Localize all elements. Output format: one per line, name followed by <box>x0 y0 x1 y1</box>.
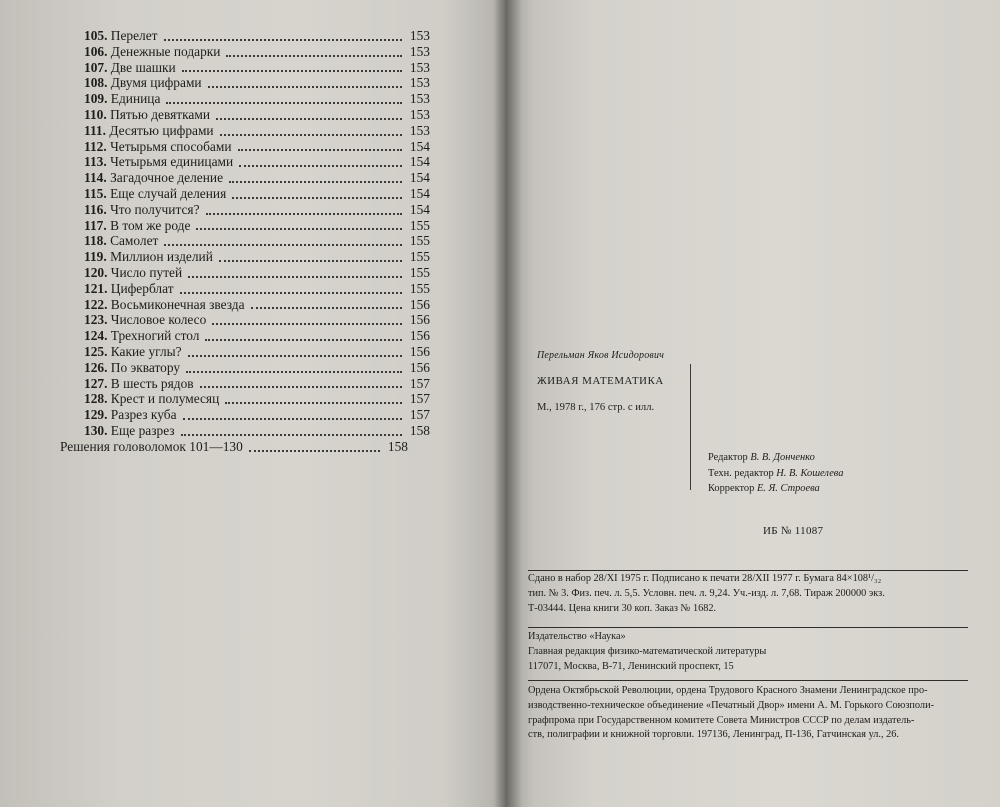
rule-bottom <box>528 680 968 681</box>
editorial-credits <box>708 450 843 497</box>
toc-entry-title <box>84 312 206 328</box>
toc-entry-title <box>84 233 158 249</box>
toc-entry <box>60 154 430 170</box>
toc-entry <box>60 139 430 155</box>
toc-entry <box>60 265 430 281</box>
toc-entry <box>60 391 430 407</box>
toc-entry-number: 121. <box>84 280 108 296</box>
toc-entry-number: 114. <box>84 170 107 186</box>
toc-page-number: 154 <box>409 154 430 170</box>
toc-entry-title <box>84 91 160 107</box>
toc-leader-dots <box>205 328 402 344</box>
toc-entry <box>60 202 430 218</box>
publisher-line: 117071, Москва, В-71, Ленинский проспект, 15 <box>528 660 734 672</box>
toc-entry-title <box>84 123 214 139</box>
toc-entry-number: 130. <box>84 422 108 438</box>
toc-entry <box>60 249 430 265</box>
toc-entry <box>60 107 430 123</box>
toc-page-number: 156 <box>409 312 430 328</box>
toc-entry-title <box>84 75 202 91</box>
toc-leader-dots <box>216 107 402 123</box>
toc-entry-number: 110. <box>84 106 107 122</box>
toc-entry-title <box>84 328 199 344</box>
toc-entry-text: Что получится? <box>110 201 200 217</box>
toc-entry-title <box>84 391 219 407</box>
toc-entry-text: Число путей <box>110 264 183 280</box>
toc-entry-number: 119. <box>84 249 107 265</box>
toc-entry-title <box>84 60 176 76</box>
toc-entry <box>60 218 430 234</box>
toc-entry <box>60 186 430 202</box>
toc-leader-dots <box>239 154 402 170</box>
toc-leader-dots <box>238 139 402 155</box>
toc-entry-title <box>84 360 180 376</box>
toc-entry <box>60 297 430 313</box>
toc-entry <box>60 233 430 249</box>
toc-page-number: 154 <box>409 201 430 217</box>
toc-entry <box>60 360 430 376</box>
toc-page-number: 153 <box>409 28 430 43</box>
toc-leader-dots <box>181 423 402 439</box>
toc-entry-text: Две шашки <box>110 59 176 75</box>
toc-leader-dots <box>188 344 402 360</box>
toc-leader-dots <box>220 123 402 139</box>
toc-entry-text: Трехногий стол <box>110 328 200 344</box>
book-title: ЖИВАЯ МАТЕМАТИКА <box>537 375 664 387</box>
toc-leader-dots <box>164 28 402 44</box>
toc-page-number: 156 <box>409 296 430 312</box>
toc-leader-dots <box>182 60 402 76</box>
toc-leader-dots <box>212 312 402 328</box>
toc-entry <box>60 44 430 60</box>
toc-entry-text: Пятью девятками <box>110 106 211 122</box>
toc-entry-number: 124. <box>84 328 108 344</box>
toc-leader-dots <box>226 44 402 60</box>
printer-info <box>528 684 968 743</box>
toc-entry <box>60 376 430 392</box>
toc-leader-dots <box>186 360 402 376</box>
toc-entry-number: 116. <box>84 201 107 217</box>
toc-entry-number: 106. <box>84 43 108 59</box>
toc-entry-text: Циферблат <box>110 280 174 296</box>
toc-leader-dots <box>225 391 402 407</box>
toc-entry-title <box>84 407 177 423</box>
rule-middle <box>528 627 968 628</box>
rule-top <box>528 570 968 571</box>
toc-entry-number: 108. <box>84 75 108 91</box>
toc-entry-title <box>84 170 223 186</box>
toc-entry-number: 107. <box>84 59 108 75</box>
toc-entry-title: Решения головоломок 101—130 <box>60 438 243 454</box>
toc-leader-dots <box>180 281 402 297</box>
toc-entry <box>60 312 430 328</box>
toc-entry-text: Миллион изделий <box>110 249 213 265</box>
toc-page-number: 155 <box>409 280 430 296</box>
print-details-line: Сдано в набор 28/XI 1975 г. Подписано к печати 28/XII 1977 г. Бумага 84×108¹/₃₂ <box>528 573 882 584</box>
toc-entry <box>60 281 430 297</box>
toc-entry-text: Самолет <box>110 233 159 249</box>
credit-editor: Редактор В. В. Донченко <box>708 452 815 463</box>
toc-entry <box>60 123 430 139</box>
toc-entry-number: 117. <box>84 217 107 233</box>
toc-leader-dots <box>251 297 402 313</box>
toc-entry-number: 105. <box>84 28 108 43</box>
printer-line: изводственно-техническое объединение «Печатный Двор» имени А. М. Горького Союзполи- <box>528 699 935 711</box>
toc-entry-title <box>84 154 233 170</box>
toc-entry-title <box>84 265 182 281</box>
toc-entry <box>60 75 430 91</box>
print-details-line: тип. № 3. Физ. печ. л. 5,5. Условн. печ. л. 9,24. Уч.-изд. л. 7,68. Тираж 200000 экз. <box>528 587 885 599</box>
toc-entry-text: Денежные подарки <box>110 43 221 59</box>
toc-leader-dots <box>164 233 402 249</box>
toc-page-number: 155 <box>409 233 430 249</box>
printer-line: графпрома при Государственном комитете Совета Министров СССР по делам издатель- <box>528 714 915 726</box>
toc-entry-number: 118. <box>84 233 107 249</box>
publisher-info <box>528 630 968 674</box>
toc-entry-number: 115. <box>84 185 107 201</box>
toc-entry-number: 125. <box>84 343 108 359</box>
toc-entry <box>60 170 430 186</box>
toc-page-number: 154 <box>409 170 430 186</box>
toc-entry-number: 113. <box>84 154 107 170</box>
toc-page-number: 155 <box>409 217 430 233</box>
toc-entry <box>60 407 430 423</box>
toc-leader-dots <box>208 75 402 91</box>
toc-page-number: 157 <box>409 375 430 391</box>
toc-entry-text: Числовое колесо <box>110 312 207 328</box>
credit-proofreader: Корректор Е. Я. Строева <box>708 483 820 494</box>
toc-entry-number: 111. <box>84 122 106 138</box>
toc-page-number: 153 <box>409 59 430 75</box>
toc-entry-text: Еще разрез <box>110 422 175 438</box>
toc-page-number: 153 <box>409 122 430 138</box>
toc-entry-number: 109. <box>84 91 108 107</box>
toc-entry-number: 112. <box>84 138 107 154</box>
toc-entry-title <box>84 186 226 202</box>
toc-page-number: 156 <box>409 328 430 344</box>
printer-line: ств, полиграфии и книжной торговли. 197136, Ленинград, П-136, Гатчинская ул., 26. <box>528 729 899 741</box>
toc-leader-dots <box>166 91 402 107</box>
table-of-contents <box>60 28 430 455</box>
toc-entry-text: По экватору <box>110 359 181 375</box>
publication-info: М., 1978 г., 176 стр. с илл. <box>537 402 655 413</box>
toc-entry-title <box>84 107 210 123</box>
toc-entry-text: Четырьмя единицами <box>110 154 234 170</box>
toc-leader-dots <box>219 249 402 265</box>
toc-entry-text: Загадочное деление <box>110 170 224 186</box>
toc-entry-title <box>84 44 220 60</box>
printer-line: Ордена Октябрьской Революции, ордена Трудового Красного Знамени Ленинградское про- <box>528 685 928 696</box>
book-gutter <box>494 0 522 807</box>
toc-entry-number: 123. <box>84 312 108 328</box>
toc-entry-text: Единица <box>110 91 161 107</box>
toc-entry-text: Двумя цифрами <box>110 75 202 91</box>
ib-number: ИБ № 11087 <box>763 525 824 537</box>
toc-leader-dots <box>229 170 402 186</box>
publisher-line: Издательство «Наука» <box>528 631 626 642</box>
toc-leader-dots <box>206 202 402 218</box>
toc-entry-number: 129. <box>84 407 108 423</box>
toc-entry <box>60 439 430 455</box>
toc-entry-number: 127. <box>84 375 108 391</box>
print-details <box>528 572 968 616</box>
toc-entry-text: Крест и полумесяц <box>110 391 220 407</box>
toc-page-number: 158 <box>409 422 430 438</box>
toc-entry-text: Десятью цифрами <box>109 122 214 138</box>
toc-page-number: 158 <box>387 438 408 454</box>
toc-entry-text: Какие углы? <box>110 343 182 359</box>
toc-page-number: 156 <box>409 359 430 375</box>
toc-leader-dots <box>200 376 402 392</box>
toc-entry-number: 120. <box>84 264 108 280</box>
vertical-rule <box>690 364 691 490</box>
toc-page-number: 154 <box>409 138 430 154</box>
toc-page-number: 153 <box>409 106 430 122</box>
toc-leader-dots <box>249 439 380 455</box>
credit-tech-editor: Техн. редактор Н. В. Кошелева <box>708 467 844 479</box>
toc-entry-text: Еще случай деления <box>110 185 227 201</box>
toc-page-number: 156 <box>409 343 430 359</box>
toc-entry-title <box>84 281 174 297</box>
toc-entry-text: Разрез куба <box>110 407 177 423</box>
toc-entry-title <box>84 28 158 44</box>
toc-entry <box>60 328 430 344</box>
toc-entry-number: 128. <box>84 391 108 407</box>
toc-entry-text: В том же роде <box>110 217 191 233</box>
toc-entry <box>60 60 430 76</box>
toc-entry <box>60 423 430 439</box>
toc-entry-title <box>84 139 232 155</box>
toc-page-number: 155 <box>409 249 430 265</box>
toc-page-number: 157 <box>409 407 430 423</box>
toc-leader-dots <box>196 218 402 234</box>
toc-entry <box>60 344 430 360</box>
toc-page-number: 153 <box>409 75 430 91</box>
toc-entry-number: 126. <box>84 359 108 375</box>
toc-page-number: 153 <box>409 91 430 107</box>
toc-leader-dots <box>232 186 402 202</box>
toc-entry-text: Восьмиконечная звезда <box>110 296 245 312</box>
publisher-line: Главная редакция физико-математической литературы <box>528 645 767 657</box>
toc-page-number: 157 <box>409 391 430 407</box>
toc-entry-number: 122. <box>84 296 108 312</box>
toc-entry-text: Четырьмя способами <box>110 138 232 154</box>
toc-leader-dots <box>188 265 402 281</box>
toc-entry <box>60 91 430 107</box>
toc-entry <box>60 28 430 44</box>
toc-entry-title <box>84 344 182 360</box>
author-name: Перельман Яков Исидорович <box>537 350 665 361</box>
toc-page-number: 153 <box>409 43 430 59</box>
toc-entry-title <box>84 376 194 392</box>
toc-entry-text: В шесть рядов <box>110 375 194 391</box>
toc-entry-title <box>84 297 245 313</box>
toc-entry-title <box>84 249 213 265</box>
print-details-line: Т-03444. Цена книги 30 коп. Заказ № 1682. <box>528 602 717 614</box>
toc-leader-dots <box>183 407 402 423</box>
toc-entry-text: Перелет <box>110 28 158 43</box>
toc-entry-title <box>84 423 175 439</box>
toc-page-number: 155 <box>409 264 430 280</box>
toc-page-number: 154 <box>409 185 430 201</box>
toc-entry-title <box>84 218 190 234</box>
toc-entry-title <box>84 202 200 218</box>
